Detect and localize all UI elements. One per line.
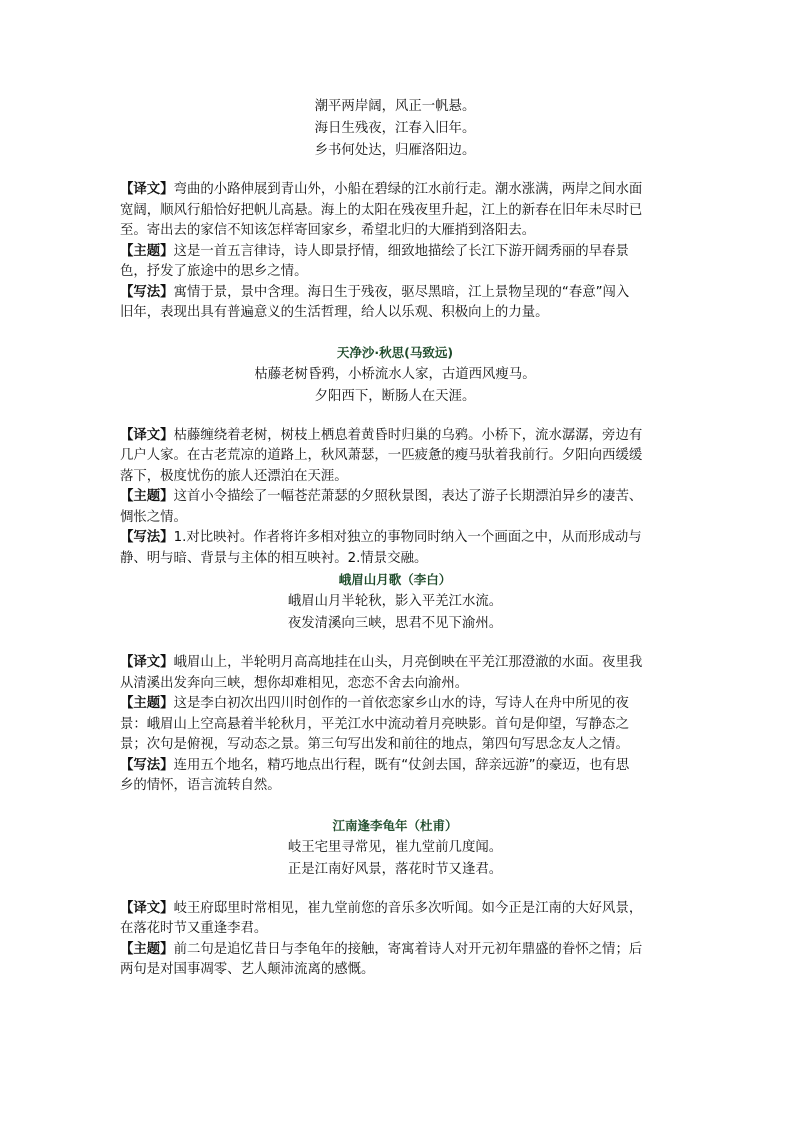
poem-2-section <box>120 342 670 570</box>
translation-tag: 【译文】 <box>120 655 174 670</box>
translation-paragraph: 【译文】峨眉山上，半轮明月高高地挂在山头，月亮倒映在平羌江那澄澈的水面。夜里我 <box>120 655 643 670</box>
poem-line: 峨眉山月半轮秋，影入平羌江水流。 <box>287 594 503 609</box>
translation-paragraph: 【译文】枯藤缠绕着老树，树枝上栖息着黄昏时归巢的乌鸦。小桥下，流水潺潺，旁边有 <box>120 427 643 443</box>
poem-line: 海日生残夜，江春入旧年。 <box>314 121 476 136</box>
method-paragraph: 【写法】寓情于景，景中含理。海日生于残夜，驱尽黑暗，江上景物呈现的“春意”闯入 <box>120 284 630 300</box>
poem-4-section <box>120 815 670 981</box>
theme-tag: 【主题】 <box>120 941 174 957</box>
method-paragraph: 【写法】连用五个地名，精巧地点出行程，既有“仗剑去国，辞亲远游”的豪迈，也有思 <box>120 757 630 773</box>
poem-3-section <box>120 569 670 797</box>
poem-title: 峨眉山月歌（李白） <box>338 572 452 587</box>
theme-paragraph: 【主题】前二句是追忆昔日与李龟年的接触，寄寓着诗人对开元初年鼎盛的眷怀之情；后 <box>120 941 643 957</box>
theme-paragraph: 【主题】这是一首五言律诗，诗人即景抒情，细致地描绘了长江下游开阔秀丽的早春景 <box>120 243 629 259</box>
theme-tag: 【主题】 <box>120 489 174 504</box>
poem-line: 夕阳西下，断肠人在天涯。 <box>314 388 476 404</box>
poem-line: 枯藤老树昏鸦，小桥流水人家，古道西风瘦马。 <box>254 366 536 382</box>
document-page <box>120 0 670 981</box>
translation-line: 落下，极度忧伤的旅人还漂泊在天涯。 <box>120 468 348 484</box>
method-tag: 【写法】 <box>120 530 174 545</box>
poem-title: 天净沙·秋思(马致远) <box>336 344 454 360</box>
theme-paragraph: 【主题】这是李白初次出四川时创作的一首依恋家乡山水的诗，写诗人在舟中所见的夜 <box>120 696 629 711</box>
theme-line: 惆怅之情。 <box>120 509 187 525</box>
poem-line: 潮平两岸阔，风正一帆悬。 <box>314 99 476 114</box>
theme-tag: 【主题】 <box>120 696 174 711</box>
poem-line: 岐王宅里寻常见，崔九堂前几度闻。 <box>287 839 503 855</box>
method-line: 旧年，表现出具有普遍意义的生活哲理，给人以乐观、积极向上的力量。 <box>120 305 549 320</box>
poem-title: 江南逢李龟年（杜甫） <box>332 817 458 833</box>
theme-line: 两句是对国事凋零、艺人颠沛流离的感慨。 <box>120 962 375 977</box>
poem-1-section <box>120 96 670 324</box>
method-line: 静、明与暗、背景与主体的相互映衬。2.情景交融。 <box>120 550 428 566</box>
method-paragraph: 【写法】1.对比映衬。作者将许多相对独立的事物同时纳入一个画面之中，从而形成动与 <box>120 530 642 545</box>
translation-line: 宽阔，顺风行船恰好把帆儿高悬。海上的太阳在残夜里升起，江上的新春在旧年未尽时已 <box>120 202 643 218</box>
poem-line: 乡书何处达，归雁洛阳边。 <box>314 143 476 158</box>
theme-paragraph: 【主题】这首小令描绘了一幅苍茫萧瑟的夕照秋景图，表达了游子长期漂泊异乡的凄苦、 <box>120 489 643 504</box>
translation-line: 几户人家。在古老荒凉的道路上，秋风萧瑟，一匹疲惫的瘦马驮着我前行。夕阳向西缓缓 <box>120 448 643 463</box>
theme-line: 景；次句是俯视，写动态之景。第三句写出发和前往的地点，第四句写思念友人之情。 <box>120 737 629 752</box>
theme-line: 景：峨眉山上空高悬着半轮秋月，平羌江水中流动着月亮映影。首句是仰望，写静态之 <box>120 716 629 732</box>
theme-tag: 【主题】 <box>120 243 174 259</box>
theme-line: 色，抒发了旅途中的思乡之情。 <box>120 264 308 279</box>
translation-tag: 【译文】 <box>120 427 174 443</box>
translation-paragraph: 【译文】岐王府邸里时常相见，崔九堂前您的音乐多次听闻。如今正是江南的大好风景， <box>120 900 643 916</box>
translation-tag: 【译文】 <box>120 182 174 197</box>
poem-line: 正是江南好风景，落花时节又逢君。 <box>287 861 503 877</box>
translation-tag: 【译文】 <box>120 900 174 916</box>
method-tag: 【写法】 <box>120 757 174 773</box>
translation-paragraph: 【译文】弯曲的小路伸展到青山外，小船在碧绿的江水前行走。潮水涨满，两岸之间水面 <box>120 182 643 197</box>
translation-line: 在落花时节又重逢李君。 <box>120 921 268 936</box>
method-line: 乡的情怀，语言流转自然。 <box>120 778 281 793</box>
poem-line: 夜发清溪向三峡，思君不见下渝州。 <box>287 616 503 631</box>
translation-line: 从清溪出发奔向三峡，想你却难相见，恋恋不舍去向渝州。 <box>120 675 469 691</box>
method-tag: 【写法】 <box>120 284 174 300</box>
translation-line: 至。寄出去的家信不知该怎样寄回家乡，希望北归的大雁捎到洛阳去。 <box>120 223 536 238</box>
